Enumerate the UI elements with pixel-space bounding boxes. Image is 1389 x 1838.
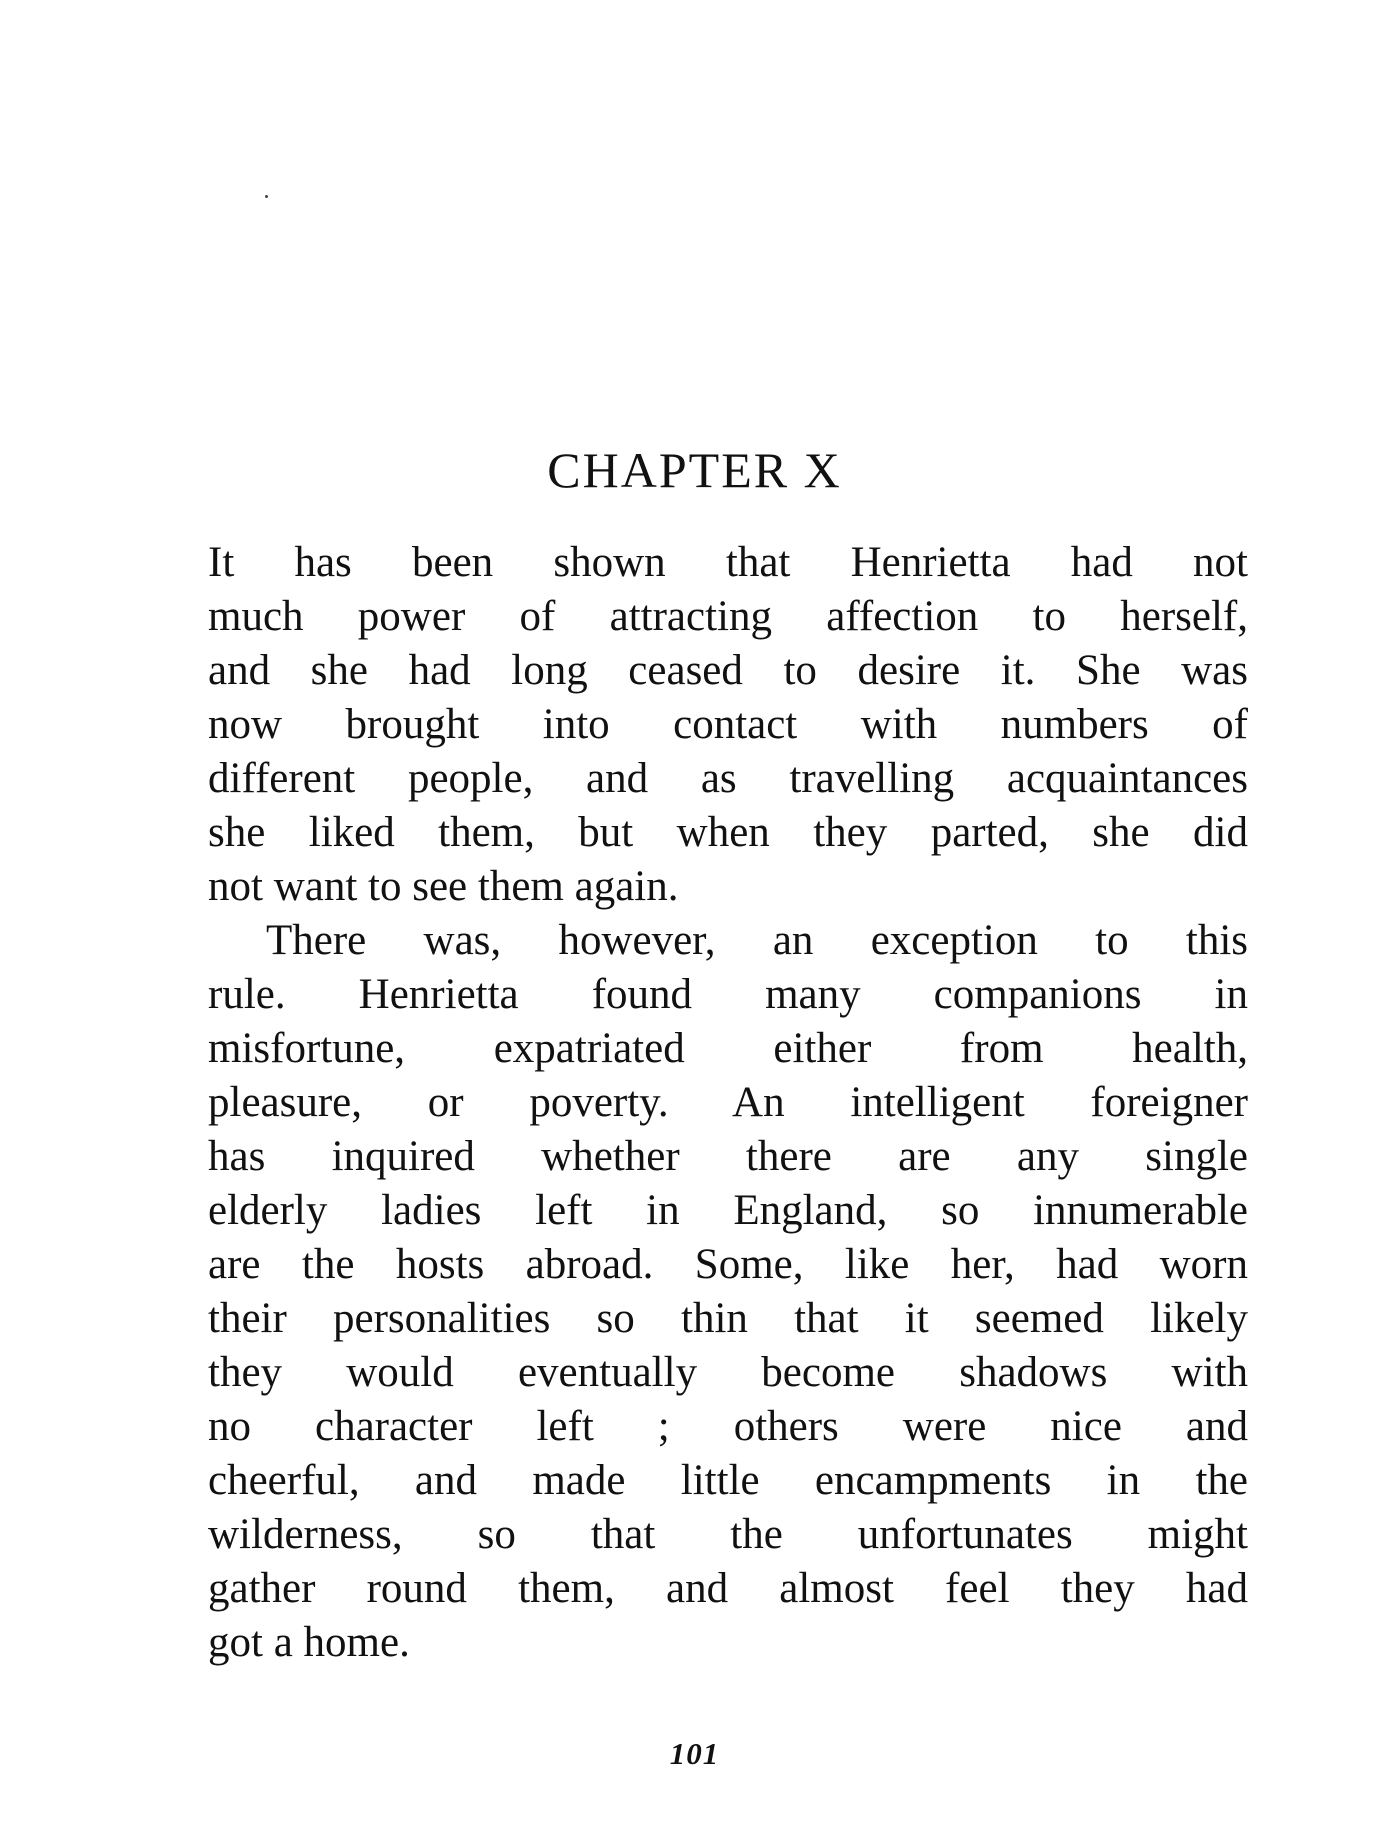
paragraph-1 — [208, 536, 1248, 914]
text-line: got a home. — [208, 1619, 410, 1666]
page-number: 101 — [669, 1736, 720, 1771]
text-line: and she had long ceased to desire it. She was — [208, 647, 1248, 694]
text-line: misfortune, expatriated either from health, — [208, 1025, 1248, 1072]
text-line: pleasure, or poverty. An intelligent foreigner — [208, 1079, 1248, 1126]
text-line: they would eventually become shadows with — [208, 1349, 1248, 1396]
text-line: are the hosts abroad. Some, like her, had worn — [208, 1241, 1248, 1288]
text-line: There was, however, an exception to this — [266, 917, 1248, 964]
chapter-title: CHAPTER X — [547, 442, 842, 498]
text-line: gather round them, and almost feel they had — [208, 1565, 1248, 1612]
paragraph-2 — [208, 914, 1248, 1670]
text-line: not want to see them again. — [208, 863, 679, 910]
text-line: much power of attracting affection to herself, — [208, 593, 1248, 640]
text-line: their personalities so thin that it seemed likely — [208, 1295, 1248, 1342]
text-line: wilderness, so that the unfortunates might — [208, 1511, 1248, 1558]
text-line: It has been shown that Henrietta had not — [208, 539, 1248, 586]
scan-speck — [265, 195, 268, 198]
text-line: elderly ladies left in England, so innumerable — [208, 1187, 1248, 1234]
text-line: different people, and as travelling acquaintances — [208, 755, 1248, 802]
text-line: rule. Henrietta found many companions in — [208, 971, 1248, 1018]
chapter-body — [208, 536, 1248, 1670]
text-line: now brought into contact with numbers of — [208, 701, 1248, 748]
text-line: cheerful, and made little encampments in the — [208, 1457, 1248, 1504]
text-line: she liked them, but when they parted, she did — [208, 809, 1248, 856]
text-line: has inquired whether there are any single — [208, 1133, 1248, 1180]
text-line: no character left ; others were nice and — [208, 1403, 1248, 1450]
